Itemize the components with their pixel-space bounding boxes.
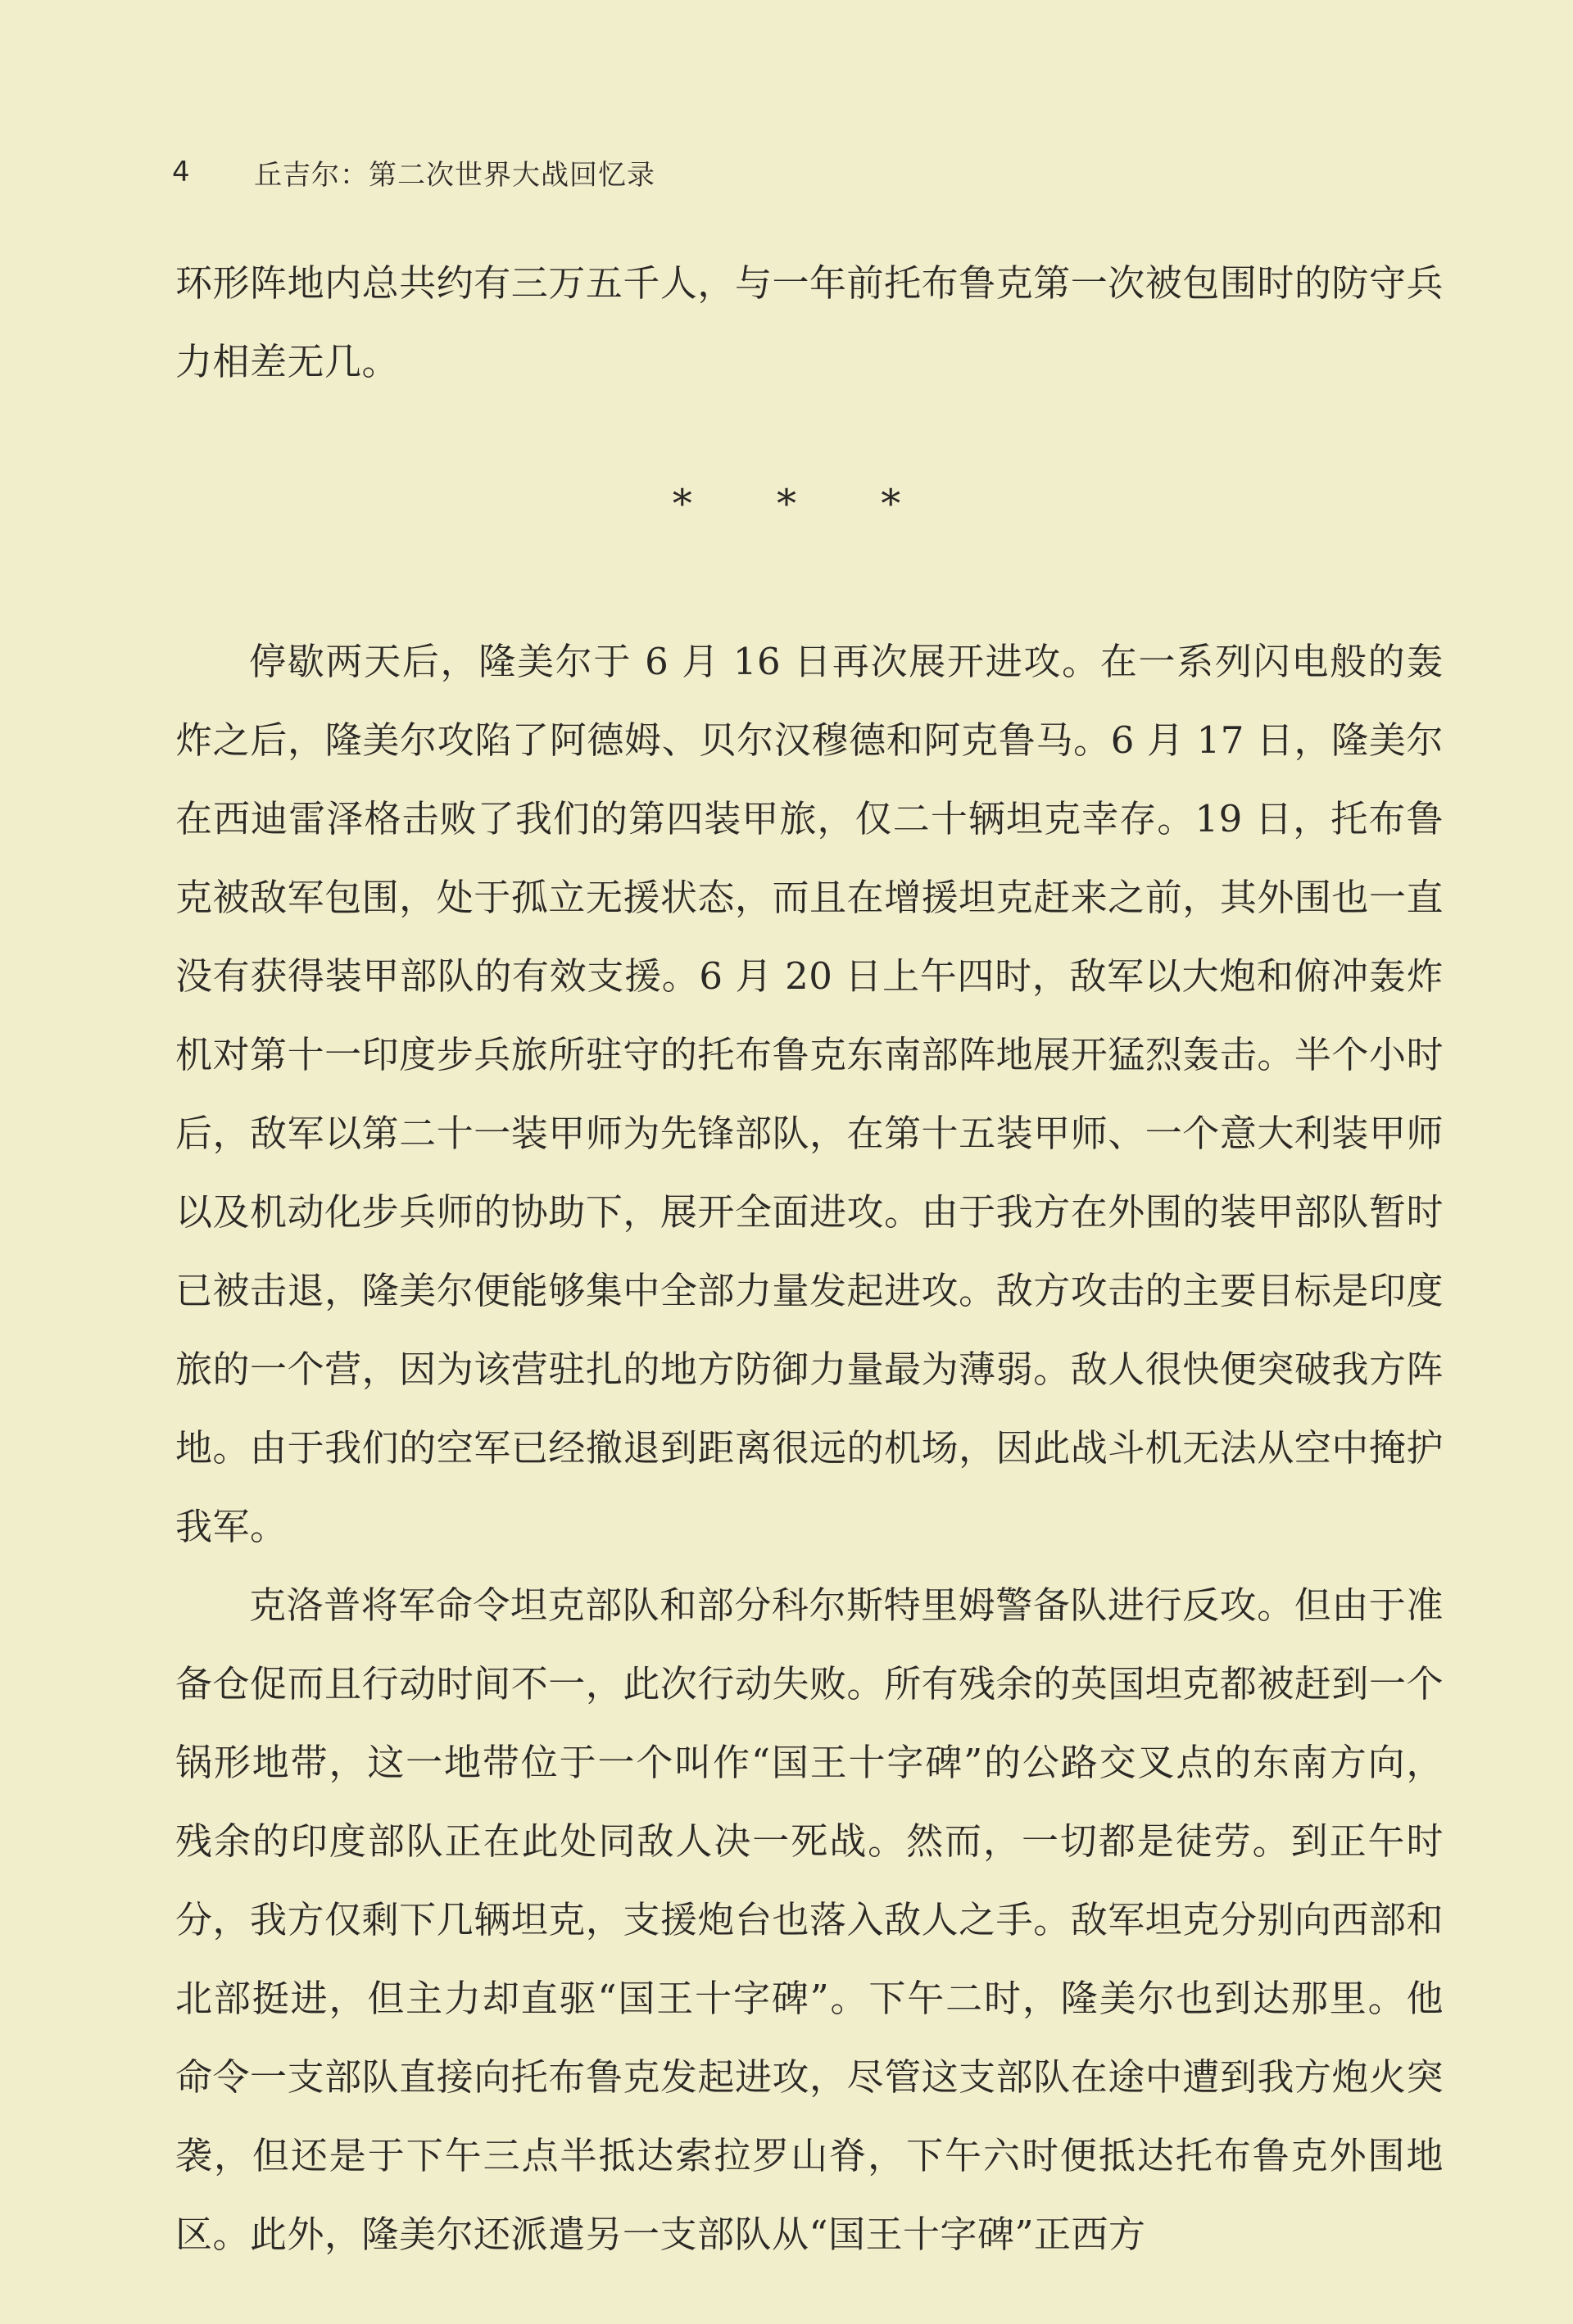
section-break-asterisk: * bbox=[672, 481, 692, 527]
section-break bbox=[0, 479, 1573, 528]
section-break-asterisk: * bbox=[881, 481, 901, 527]
main-text bbox=[175, 623, 1444, 2274]
page-number: 4 bbox=[172, 156, 190, 188]
paragraph: 克洛普将军命令坦克部队和部分科尔斯特里姆警备队进行反攻。但由于准备仓促而且行动时间不一，此次行动失败。所有残余的英国坦克都被赶到一个锅形地带，这一地带位于一个叫作“国王十字碑”的公路交叉点的东南方向，残余的印度部队正在此处同敌人决一死战。然而，一切都是徒劳。到正午时分，我方仅剩下几辆坦克，支援炮台也落入敌人之手。敌军坦克分别向西部和北部挺进，但主力却直驱“国王十字碑”。下午二时，隆美尔也到达那里。他命令一支部队直接向托布鲁克发起进攻，尽管这支部队在途中遭到我方炮火突袭，但还是于下午三点半抵达索拉罗山脊，下午六时便抵达托布鲁克外围地区。此外，隆美尔还派遣另一支部队从“国王十字碑”正西方 bbox=[175, 1583, 1444, 2256]
continuation-paragraph: 环形阵地内总共约有三万五千人，与一年前托布鲁克第一次被包围时的防守兵力相差无几。 bbox=[175, 261, 1444, 383]
running-title: 丘吉尔：第二次世界大战回忆录 bbox=[254, 158, 655, 192]
section-break-asterisk: * bbox=[777, 481, 796, 527]
running-header bbox=[172, 147, 655, 197]
paragraph: 停歇两天后，隆美尔于 6 月 16 日再次展开进攻。在一系列闪电般的轰炸之后，隆美尔攻陷了阿德姆、贝尔汉穆德和阿克鲁马。6 月 17 日，隆美尔在西迪雷泽格击败了我们的第四装甲旅，仅二十辆坦克幸存。19 日，托布鲁克被敌军包围，处于孤立无援状态，而且在增援坦克赶来之前，其外围也一直没有获得装甲部队的有效支援。6 月 20 日上午四时，敌军以大炮和俯冲轰炸机对第十一印度步兵旅所驻守的托布鲁克东南部阵地展开猛烈轰击。半个小时后，敌军以第二十一装甲师为先锋部队，在第十五装甲师、一个意大利装甲师以及机动化步兵师的协助下，展开全面进攻。由于我方在外围的装甲部队暂时已被击退，隆美尔便能够集中全部力量发起进攻。敌方攻击的主要目标是印度旅的一个营，因为该营驻扎的地方防御力量最为薄弱。敌人很快便突破我方阵地。由于我们的空军已经撤退到距离很远的机场，因此战斗机无法从空中掩护我军。 bbox=[175, 640, 1444, 1548]
